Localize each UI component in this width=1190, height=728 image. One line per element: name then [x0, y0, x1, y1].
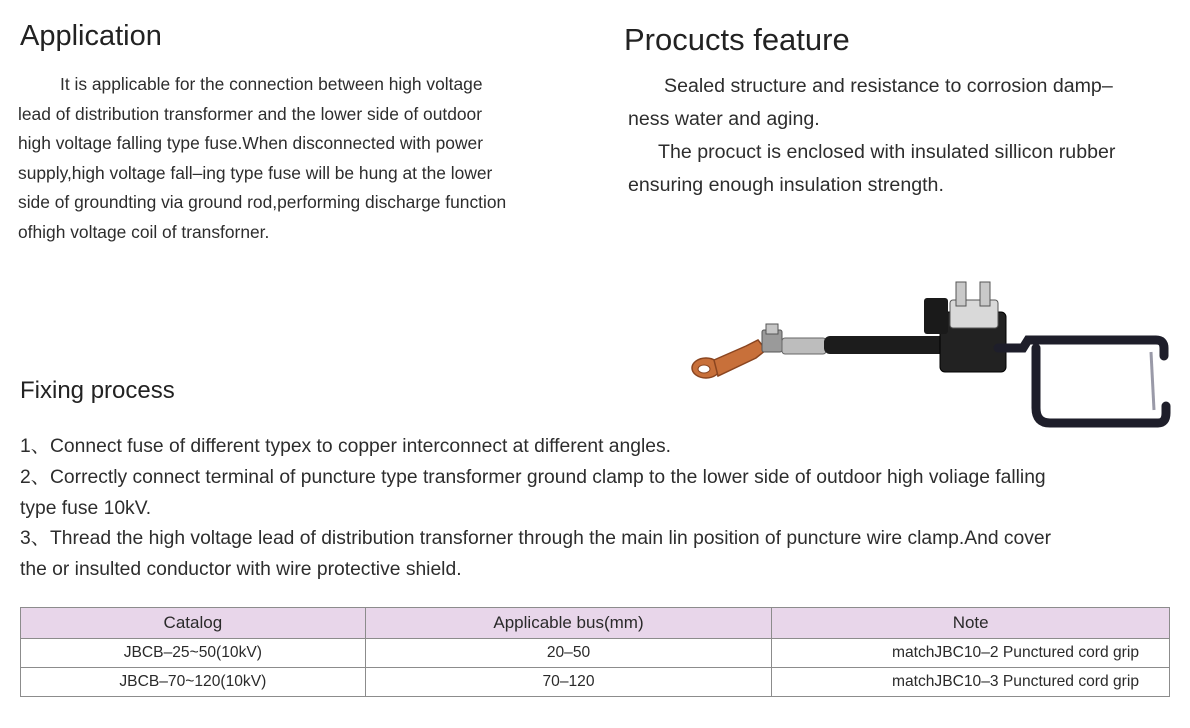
column-header-bus: Applicable bus(mm): [365, 608, 772, 639]
table-row: [21, 668, 1170, 697]
fixing-steps: [20, 432, 1130, 586]
ground-clamp-product-image: [688, 278, 1173, 433]
features-line: The procuct is enclosed with insulated sillicon rubber: [658, 141, 1116, 163]
spec-table: [20, 607, 1170, 697]
fixing-step-line: 2、Correctly connect terminal of puncture type transformer ground clamp to the lower side of outdoor high voliage falling: [20, 466, 1046, 488]
cell-bus: 20–50: [365, 639, 772, 668]
metal-ferrule: [782, 338, 826, 354]
fixing-step-line: type fuse 10kV.: [20, 497, 152, 519]
lug-bolt: [762, 324, 782, 352]
fixing-step-line: the or insulted conductor with wire protective shield.: [20, 559, 462, 581]
application-line: ofhigh voltage coil of transforner.: [18, 221, 270, 242]
copper-lug: [692, 340, 766, 378]
cell-bus: 70–120: [365, 668, 772, 697]
features-text: [628, 70, 1168, 202]
table-header-row: [21, 608, 1170, 639]
features-line: ensuring enough insulation strength.: [628, 174, 944, 196]
application-line: high voltage falling type fuse.When disconnected with power: [18, 133, 483, 154]
application-line: supply,high voltage fall–ing type fuse will be hung at the lower: [18, 162, 493, 183]
ground-rod-loop: [998, 340, 1164, 356]
cell-catalog: JBCB–70~120(10kV): [21, 668, 366, 697]
table-row: [21, 639, 1170, 668]
fixing-step-line: 1、Connect fuse of different typex to copper interconnect at different angles.: [20, 436, 671, 457]
application-line: It is applicable for the connection between high voltage: [60, 74, 483, 94]
features-line: ness water and aging.: [628, 108, 820, 130]
cell-note: matchJBC10–2 Punctured cord grip: [772, 639, 1170, 668]
fixing-title: Fixing process: [20, 377, 175, 404]
application-text: [18, 70, 548, 248]
column-header-catalog: Catalog: [21, 608, 366, 639]
puncture-clamp-body: [924, 282, 1006, 372]
application-line: lead of distribution transformer and the lower side of outdoor: [18, 103, 483, 124]
features-title: Procucts feature: [624, 22, 850, 57]
cell-note: matchJBC10–3 Punctured cord grip: [772, 668, 1170, 697]
fixing-step-line: 3、Thread the high voltage lead of distribution transforner through the main lin position of puncture wire clamp.And cover: [20, 528, 1052, 550]
application-line: side of groundting via ground rod,performing discharge function: [18, 192, 507, 213]
column-header-note: Note: [772, 608, 1170, 639]
cell-catalog: JBCB–25~50(10kV): [21, 639, 366, 668]
rod-metal-pin: [1151, 352, 1154, 410]
ground-rod-loop-lower: [1036, 348, 1166, 423]
features-line: Sealed structure and resistance to corrosion damp–: [664, 75, 1113, 97]
application-title: Application: [20, 20, 162, 52]
